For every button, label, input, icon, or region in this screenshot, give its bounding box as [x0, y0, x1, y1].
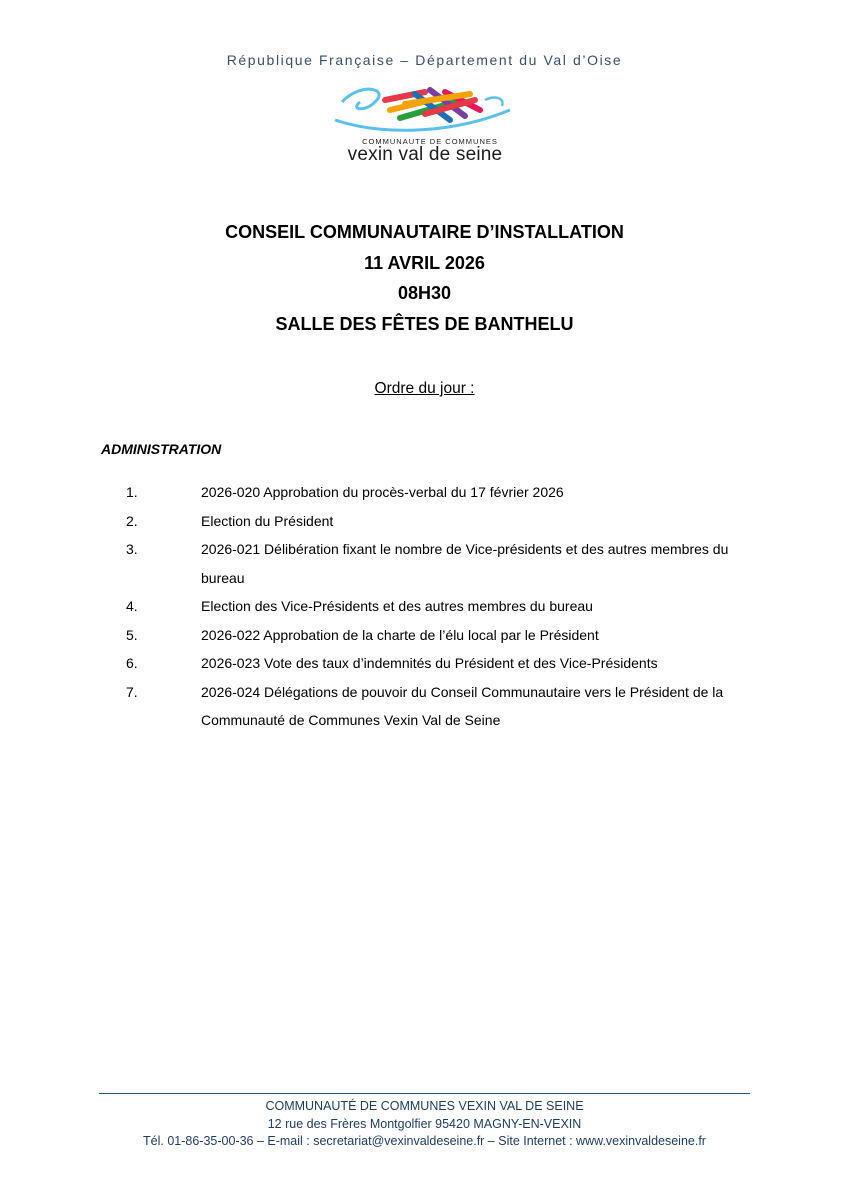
item-text: Election du Président: [201, 512, 334, 529]
list-item: [0, 592, 849, 621]
list-item: [0, 678, 849, 735]
list-item: [0, 535, 849, 592]
item-text: 2026-024 Délégations de pouvoir du Conseil Communautaire vers le Président de la Communauté de Communes Vexin Val de Seine: [201, 683, 724, 728]
meeting-time: 08H30: [397, 283, 452, 303]
meeting-title-block: [0, 217, 849, 339]
item-text: 2026-022 Approbation de la charte de l’élu local par le Président: [201, 626, 599, 643]
item-number: 6.: [126, 655, 138, 671]
list-item: [0, 649, 849, 678]
logo-name: vexin val de seine: [347, 144, 503, 165]
item-text: 2026-020 Approbation du procès-verbal du 17 février 2026: [201, 484, 564, 500]
list-item: [0, 621, 849, 650]
item-number: 3.: [126, 541, 138, 557]
item-number: 4.: [126, 598, 138, 614]
item-text: 2026-023 Vote des taux d’indemnités du Président et des Vice-Présidents: [201, 655, 658, 671]
meeting-date: 11 AVRIL 2026: [364, 252, 485, 273]
item-text: Election des Vice-Présidents et des autres membres du bureau: [201, 598, 593, 614]
meeting-location: SALLE DES FÊTES DE BANTHELU: [275, 313, 574, 334]
item-number: 2.: [126, 512, 138, 529]
meeting-title: CONSEIL COMMUNAUTAIRE D’INSTALLATION: [225, 222, 624, 242]
footer-address: 12 rue des Frères Montgolfier 95420 MAGNY-EN-VEXIN: [267, 1116, 582, 1131]
header-republic-line: République Française – Département du Val d’Oise: [226, 52, 623, 68]
footer-contact: Tél. 01-86-35-00-36 – E-mail : secretariat@vexinvaldeseine.fr – Site Internet : www.vexinvaldeseine.fr: [143, 1134, 706, 1148]
section-label: ADMINISTRATION: [101, 441, 222, 457]
agenda-heading: Ordre du jour :: [374, 380, 475, 397]
footer-divider: [99, 1093, 750, 1094]
footer-org: COMMUNAUTÉ DE COMMUNES VEXIN VAL DE SEINE: [265, 1099, 584, 1113]
list-item: [0, 478, 849, 507]
agenda-list: [0, 478, 849, 735]
item-text: 2026-021 Délibération fixant le nombre de Vice-présidents et des autres membres du bureau: [201, 541, 729, 586]
logo-icon: [330, 80, 520, 140]
logo: [330, 80, 520, 170]
list-item: [0, 507, 849, 536]
item-number: 1.: [126, 484, 138, 500]
item-number: 7.: [126, 683, 138, 700]
footer: [0, 1098, 849, 1151]
item-number: 5.: [126, 626, 138, 643]
logo-subtitle: COMMUNAUTE DE COMMUNES: [362, 137, 498, 146]
